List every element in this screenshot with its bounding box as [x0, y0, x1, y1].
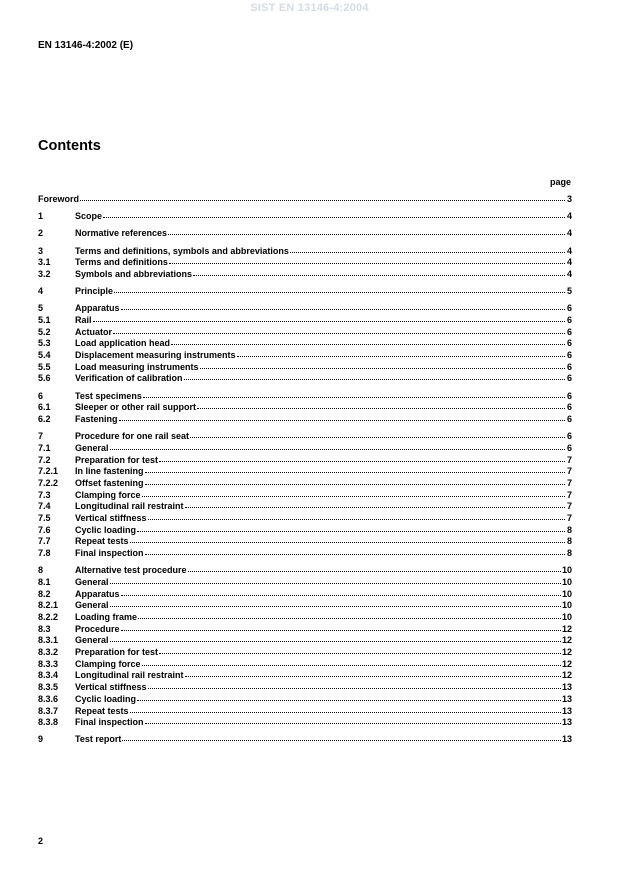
toc-entry-number: 8.3.7 — [38, 705, 59, 716]
toc-entry-number: 8.2.2 — [38, 612, 59, 622]
toc-entry-page: 10 — [561, 612, 572, 622]
toc-entry-title: Load measuring instruments — [75, 361, 199, 372]
toc-entry-number: 7.6 — [38, 524, 51, 535]
toc-entry-page: 12 — [561, 623, 572, 634]
toc-entry-page: 7 — [566, 477, 572, 488]
toc-entry-number: 8.3 — [38, 623, 51, 634]
toc-entry-title: Vertical stiffness — [75, 682, 147, 693]
toc-entry-title: Normative references — [75, 228, 168, 239]
toc-entry-title: Cyclic loading — [75, 524, 137, 535]
toc-dot-leader — [121, 623, 561, 631]
toc-dot-leader — [130, 705, 561, 713]
toc-dot-leader — [142, 489, 565, 497]
toc-dot-leader — [148, 512, 565, 520]
toc-entry-title: Test report — [75, 734, 122, 745]
toc-dot-leader — [159, 646, 561, 654]
toc-entry-title: Offset fastening — [75, 477, 144, 488]
toc-entry-page: 6 — [566, 442, 572, 453]
toc-entry-page: 6 — [566, 390, 572, 401]
toc-entry-number: 1 — [38, 211, 44, 222]
toc-dot-leader — [121, 302, 565, 310]
toc-entry-page: 12 — [561, 670, 572, 681]
toc-entry-number: 8.1 — [38, 576, 51, 587]
toc-entry-title: Longitudinal rail restraint — [75, 670, 184, 681]
toc-entry-title: Scope — [75, 211, 103, 222]
toc-entry-page: 6 — [566, 373, 572, 384]
toc-entry-page: 6 — [566, 431, 572, 442]
toc-entry-title: Symbols and abbreviations — [75, 268, 193, 279]
toc-entry-number: 5.3 — [38, 338, 51, 349]
toc-dot-leader — [110, 634, 561, 642]
toc-entry-number: 3 — [38, 245, 44, 256]
toc-entry-number: 8.3.5 — [38, 682, 59, 693]
toc-entry-page: 12 — [561, 658, 572, 669]
toc-entry-page: 12 — [561, 635, 572, 646]
toc-entry-title: General — [75, 442, 109, 453]
toc-dot-leader — [137, 693, 561, 701]
toc-entry-page: 6 — [566, 414, 572, 424]
toc-entry-number: 5.5 — [38, 361, 51, 372]
toc-dot-leader — [145, 477, 565, 485]
toc-dot-leader — [142, 658, 561, 666]
toc-entry-page: 4 — [566, 257, 572, 268]
toc-dot-leader — [145, 716, 561, 724]
toc-entry-page: 10 — [561, 600, 572, 611]
toc-entry-page: 13 — [561, 734, 572, 745]
toc-entry[interactable] — [38, 286, 572, 298]
toc-entry-title: General — [75, 635, 109, 646]
toc-entry-title: Load application head — [75, 338, 171, 349]
toc-entry-number: 2 — [38, 228, 44, 239]
toc-entry-number: 7.2.1 — [38, 466, 59, 477]
toc-entry-title: Longitudinal rail restraint — [75, 501, 184, 512]
toc-entry-title: Repeat tests — [75, 536, 129, 547]
toc-dot-leader — [184, 372, 565, 380]
toc-dot-leader — [110, 442, 565, 450]
toc-dot-leader — [171, 337, 565, 345]
toc-entry[interactable] — [38, 269, 572, 281]
toc-entry-number: 8.3.2 — [38, 647, 59, 658]
toc-entry-page: 6 — [566, 315, 572, 325]
toc-entry-page: 10 — [561, 565, 572, 576]
toc-entry[interactable] — [38, 734, 572, 746]
toc-entry-number: 8.3.3 — [38, 658, 59, 669]
toc-entry-number: 7.5 — [38, 513, 51, 523]
toc-entry-title: Procedure — [75, 623, 120, 634]
toc-entry-title: Test specimens — [75, 390, 142, 401]
toc-dot-leader — [143, 390, 565, 398]
toc-dot-leader — [80, 193, 565, 201]
toc-entry-title: Repeat tests — [75, 705, 129, 716]
toc-entry-title: Fastening — [75, 414, 118, 424]
toc-entry-number: 6.1 — [38, 402, 51, 413]
toc-entry-title: Preparation for test — [75, 454, 159, 465]
toc-entry-number: 8.2.1 — [38, 600, 59, 611]
toc-entry-page: 10 — [561, 588, 572, 599]
toc-entry-title: Apparatus — [75, 588, 120, 599]
toc-entry-title: Terms and definitions, symbols and abbreviations — [75, 245, 289, 256]
page-title: Contents — [38, 138, 101, 154]
toc-entry[interactable] — [38, 717, 572, 729]
toc-entry-number: 5.1 — [38, 315, 51, 325]
toc-entry-title: Actuator — [75, 326, 113, 337]
toc-entry-number: 8 — [38, 565, 44, 576]
toc-entry-page: 13 — [561, 693, 572, 704]
toc-entry-page: 7 — [566, 454, 572, 465]
toc-entry-page: 7 — [566, 513, 572, 523]
toc-dot-leader — [93, 314, 565, 322]
toc-entry-page: 5 — [566, 286, 572, 297]
toc-dot-leader — [121, 588, 561, 596]
toc-entry-title: Cyclic loading — [75, 693, 137, 704]
toc-dot-leader — [290, 245, 565, 253]
footer-page-number: 2 — [38, 836, 44, 846]
toc-dot-leader — [119, 413, 565, 421]
toc-entry-title: General — [75, 576, 109, 587]
toc-entry-title: Loading frame — [75, 612, 138, 622]
toc-dot-leader — [168, 227, 565, 235]
toc-entry-number: 5 — [38, 303, 44, 314]
toc-entry-number: 7.8 — [38, 548, 51, 559]
toc-entry-number: 7.1 — [38, 442, 51, 453]
toc-entry-title: Sleeper or other rail support — [75, 402, 197, 413]
toc-entry-number: 5.4 — [38, 350, 51, 361]
toc-entry-number: 7.3 — [38, 489, 51, 500]
toc-entry-number: 7.2 — [38, 454, 51, 465]
toc-entry[interactable] — [38, 414, 572, 426]
toc-entry-title: Preparation for test — [75, 647, 159, 658]
toc-entry-page: 10 — [561, 576, 572, 587]
toc-entry-number: 3.2 — [38, 268, 51, 279]
toc-dot-leader — [185, 500, 565, 508]
toc-entry[interactable] — [38, 548, 572, 560]
toc-entry-number: 5.6 — [38, 373, 51, 384]
toc-dot-leader — [110, 576, 561, 584]
toc-entry-page: 8 — [566, 524, 572, 535]
toc-entry-page: 6 — [566, 350, 572, 361]
toc-entry-title: Vertical stiffness — [75, 513, 147, 523]
toc-dot-leader — [237, 349, 565, 357]
toc-entry-page: 6 — [566, 303, 572, 314]
toc-entry-title: Principle — [75, 286, 114, 297]
toc-entry-page: 7 — [566, 489, 572, 500]
toc-entry-title: Procedure for one rail seat — [75, 431, 190, 442]
toc-dot-leader — [169, 256, 565, 264]
toc-entry-page: 6 — [566, 361, 572, 372]
toc-dot-leader — [110, 599, 561, 607]
toc-dot-leader — [188, 564, 561, 572]
toc-entry-page: 8 — [566, 548, 572, 559]
toc-entry-number: 8.3.6 — [38, 693, 59, 704]
toc-entry-page: 7 — [566, 466, 572, 477]
toc-entry-title: Verification of calibration — [75, 373, 183, 384]
toc-dot-leader — [148, 681, 561, 689]
toc-entry-number: 3.1 — [38, 257, 51, 268]
toc-entry-page: 3 — [566, 194, 572, 204]
toc-entry-page: 6 — [566, 402, 572, 413]
toc-entry-page: 7 — [566, 501, 572, 512]
table-of-contents — [38, 194, 572, 746]
toc-entry-title: Apparatus — [75, 303, 120, 314]
toc-entry[interactable] — [38, 373, 572, 385]
toc-entry-title: Final inspection — [75, 717, 144, 728]
toc-entry-page: 6 — [566, 338, 572, 349]
toc-dot-leader — [103, 210, 565, 218]
toc-entry-title: Clamping force — [75, 489, 141, 500]
toc-dot-leader — [193, 268, 565, 276]
toc-dot-leader — [113, 326, 565, 334]
toc-entry-title: Alternative test procedure — [75, 565, 187, 576]
toc-entry-title: Clamping force — [75, 658, 141, 669]
toc-dot-leader — [197, 401, 565, 409]
toc-dot-leader — [145, 465, 565, 473]
toc-dot-leader — [138, 611, 561, 619]
toc-entry-page: 4 — [566, 245, 572, 256]
toc-entry-number: 8.2 — [38, 588, 51, 599]
toc-entry-page: 4 — [566, 228, 572, 239]
toc-entry-page: 4 — [566, 211, 572, 222]
toc-entry-number: 7.7 — [38, 536, 51, 547]
toc-entry-number: 7 — [38, 431, 44, 442]
toc-dot-leader — [114, 285, 565, 293]
toc-entry-page: 13 — [561, 682, 572, 693]
toc-dot-leader — [130, 535, 565, 543]
toc-dot-leader — [200, 361, 565, 369]
toc-entry-number: 5.2 — [38, 326, 51, 337]
page-column-label: page — [549, 177, 571, 187]
toc-entry-number: 8.3.8 — [38, 717, 59, 728]
toc-entry-title: Rail — [75, 315, 92, 325]
toc-entry-title: Final inspection — [75, 548, 144, 559]
toc-dot-leader — [190, 430, 565, 438]
toc-entry-page: 13 — [561, 705, 572, 716]
toc-entry-number: 7.2.2 — [38, 477, 59, 488]
toc-dot-leader — [185, 669, 561, 677]
toc-entry[interactable] — [38, 211, 572, 223]
toc-entry[interactable] — [38, 228, 572, 240]
toc-entry-number: 6 — [38, 390, 44, 401]
toc-entry-number: 9 — [38, 734, 44, 745]
toc-dot-leader — [137, 524, 565, 532]
toc-entry-number: 8.3.1 — [38, 635, 59, 646]
toc-entry-page: 6 — [566, 326, 572, 337]
toc-entry-title: Displacement measuring instruments — [75, 350, 236, 361]
toc-entry-title: Foreword — [38, 194, 80, 204]
toc-entry[interactable] — [38, 194, 572, 206]
toc-entry-page: 12 — [561, 647, 572, 658]
toc-entry-number: 4 — [38, 286, 44, 297]
toc-entry-page: 8 — [566, 536, 572, 547]
toc-dot-leader — [145, 547, 565, 555]
toc-entry-number: 6.2 — [38, 414, 51, 424]
document-id: EN 13146-4:2002 (E) — [38, 40, 134, 51]
toc-entry-number: 8.3.4 — [38, 670, 59, 681]
watermark: SIST EN 13146-4:2004 — [250, 2, 369, 14]
toc-entry-number: 7.4 — [38, 501, 51, 512]
toc-dot-leader — [159, 454, 565, 462]
toc-entry-page: 13 — [561, 717, 572, 728]
toc-entry-title: General — [75, 600, 109, 611]
toc-entry-page: 4 — [566, 268, 572, 279]
toc-dot-leader — [122, 733, 561, 741]
toc-entry-title: In line fastening — [75, 466, 144, 477]
toc-entry-title: Terms and definitions — [75, 257, 168, 268]
